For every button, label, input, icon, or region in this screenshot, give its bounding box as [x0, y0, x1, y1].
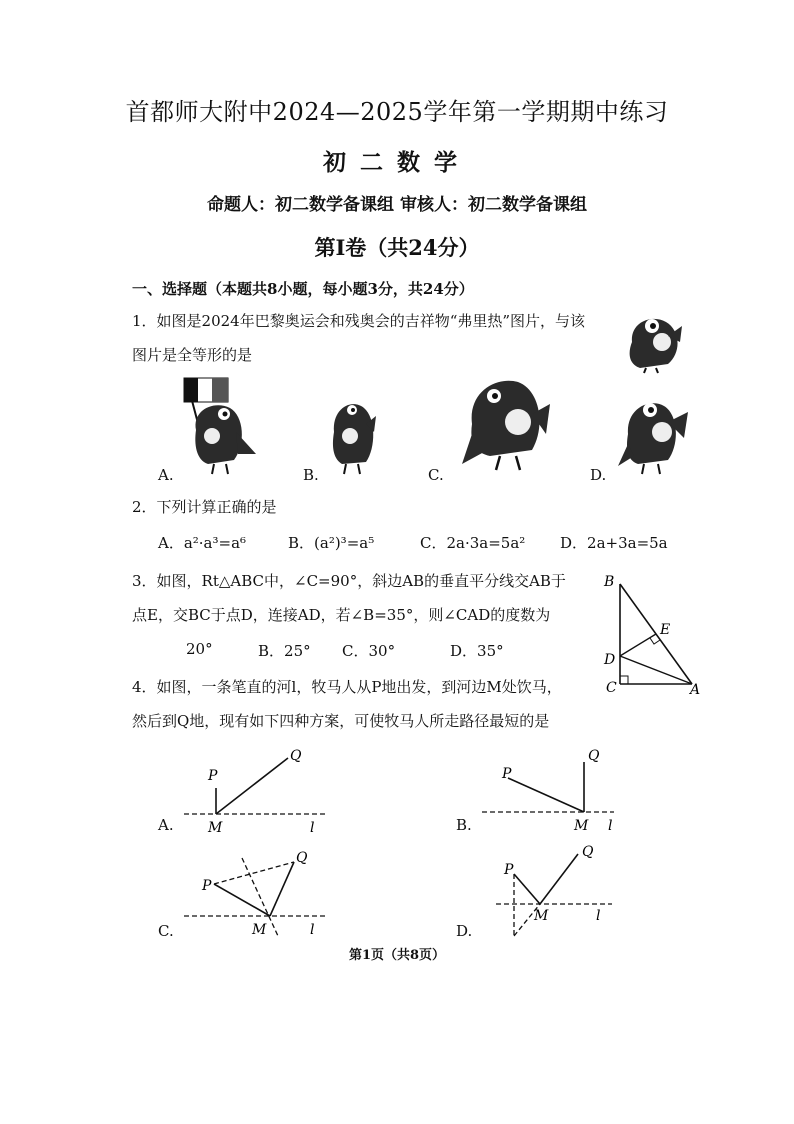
q4d-q: Q	[582, 844, 594, 860]
q3-label-b: B	[604, 574, 615, 590]
q4b-p: P	[502, 766, 512, 782]
q3-label-d: D	[604, 652, 616, 668]
q4a-m: M	[208, 820, 223, 836]
q4-option-a-label: A.	[158, 816, 174, 834]
q1-option-c-image	[462, 374, 552, 474]
q4b-l: l	[608, 818, 613, 834]
q3-option-c: C．30°	[342, 642, 396, 660]
q1-option-b-label: B.	[303, 466, 319, 484]
q4-option-c-label: C.	[158, 922, 174, 940]
q3-label-a: A	[690, 682, 701, 696]
mascot-reference-image	[622, 312, 686, 374]
q4c-m: M	[252, 922, 267, 938]
q3-triangle-figure	[598, 568, 708, 696]
q4b-m: M	[574, 818, 589, 834]
q4-option-d-label: D.	[456, 922, 473, 940]
q4d-p: P	[504, 862, 514, 878]
q4-option-a-figure	[180, 744, 340, 840]
q2-stem: 2．下列计算正确的是	[132, 498, 277, 516]
q1-option-d-label: D.	[590, 466, 607, 484]
exam-subject: 初二数学	[323, 149, 471, 176]
q3-option-a: 20°	[186, 640, 213, 658]
q1-line1: 1．如图是2024年巴黎奥运会和残奥会的吉祥物“弗里热”图片，与该	[132, 312, 586, 330]
q4-option-d-figure	[478, 838, 638, 938]
q3-label-e: E	[660, 622, 671, 638]
exam-title: 首都师大附中2024—2025学年第一学期期中练习	[125, 98, 669, 126]
q4-line1: 4．如图，一条笔直的河l，牧马人从P地出发，到河边M处饮马，	[132, 678, 562, 696]
volume-title: 第Ⅰ卷（共24分）	[314, 235, 480, 260]
q1-option-a-image	[180, 374, 260, 480]
q1-option-a-label: A.	[158, 466, 174, 484]
q4-option-b-figure	[478, 744, 638, 840]
q4-option-c-figure	[180, 844, 340, 940]
section-title: 一、选择题（本题共8小题，每小题3分，共24分）	[132, 280, 474, 298]
q2-option-b: B．(a²)³=a⁵	[288, 534, 375, 552]
q4a-p: P	[208, 768, 218, 784]
q3-option-b: B．25°	[258, 642, 311, 660]
q4-line2: 然后到Q地，现有如下四种方案，可使牧马人所走路径最短的是	[132, 712, 550, 730]
q4c-p: P	[202, 878, 212, 894]
exam-authors: 命题人：初二数学备课组 审核人：初二数学备课组	[207, 195, 587, 215]
q3-option-d: D．35°	[450, 642, 504, 660]
q4c-q: Q	[296, 850, 308, 866]
page-footer: 第1页（共8页）	[348, 948, 446, 963]
q2-option-d: D．2a+3a=5a	[560, 534, 668, 552]
q1-option-c-label: C.	[428, 466, 444, 484]
q1-option-b-image	[328, 396, 378, 478]
q4b-q: Q	[588, 748, 600, 764]
q4a-l: l	[310, 820, 315, 836]
q1-option-d-image	[616, 394, 692, 478]
q1-line2: 图片是全等形的是	[132, 346, 253, 364]
q4d-l: l	[596, 908, 601, 924]
q3-label-c: C	[606, 680, 617, 696]
q3-line1: 3．如图，Rt△ABC中，∠C=90°，斜边AB的垂直平分线交AB于	[132, 572, 566, 590]
q4c-l: l	[310, 922, 315, 938]
q4d-m: M	[534, 908, 549, 924]
q3-line2: 点E，交BC于点D，连接AD，若∠B=35°，则∠CAD的度数为	[132, 606, 551, 624]
q4a-q: Q	[290, 748, 302, 764]
q4-option-b-label: B.	[456, 816, 472, 834]
q2-option-a: A．a²·a³=a⁶	[158, 534, 247, 552]
q2-option-c: C．2a·3a=5a²	[420, 534, 526, 552]
